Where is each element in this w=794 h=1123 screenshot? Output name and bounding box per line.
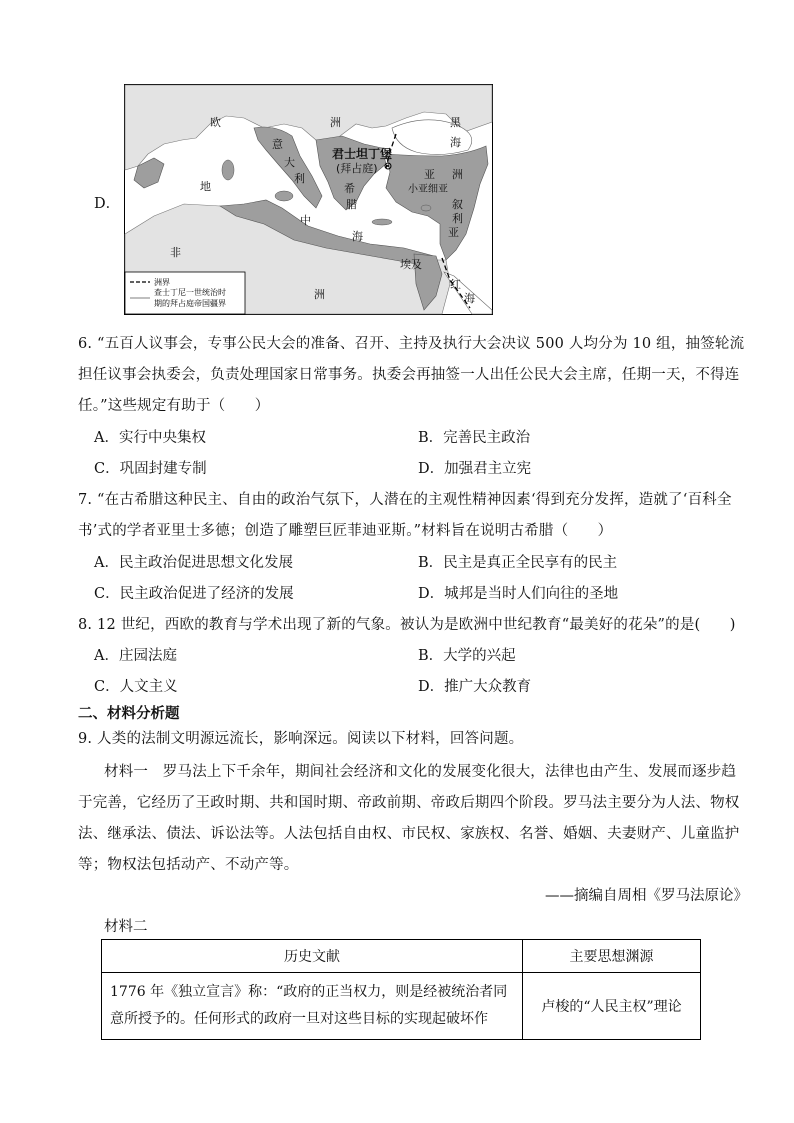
q9-material1-source: ——摘编自周相《罗马法原论》: [545, 888, 748, 904]
q7-option-a[interactable]: A．民主政治促进思想文化发展: [94, 555, 293, 571]
legend-continent-border: 洲界: [154, 278, 170, 287]
q6-option-b[interactable]: B．完善民主政治: [418, 430, 531, 446]
map-label-constantinople: 君士坦丁堡: [332, 147, 393, 161]
table-row: [102, 973, 701, 1040]
table-cell-document: [102, 973, 523, 1040]
q9-intro: 9. 人类的法制文明源远流长，影响深远。阅读以下材料，回答问题。: [78, 731, 524, 747]
map-legend: [125, 272, 245, 314]
table-cell-document-line2: 意所授予的。任何形式的政府一旦对这些目标的实现起破坏作: [110, 1011, 488, 1027]
map-label-greece-xi: 希: [344, 182, 355, 195]
q6-stem-line1: 6. “五百人议事会，专事公民大会的准备、召开、主持及执行大会决议 500 人均分为 10 组，抽签轮流: [78, 336, 745, 352]
material2-table: [101, 939, 701, 1040]
q9-material1-line2: 于完善，它经历了王政时期、共和国时期、帝政前期、帝政后期四个阶段。罗马法主要分为人法、物权: [78, 795, 740, 811]
sicily: [275, 191, 293, 201]
map-label-black-hei: 黑: [450, 116, 461, 129]
q9-material2-title: 材料二: [104, 919, 148, 935]
map-label-egypt: 埃及: [400, 258, 422, 271]
map-label-syria-ya: 亚: [448, 226, 459, 239]
q7-option-d[interactable]: D．城邦是当时人们向往的圣地: [418, 586, 619, 602]
map-label-syria-xu: 叙: [452, 198, 463, 211]
q9-material1-line4: 等；物权法包括动产、不动产等。: [78, 857, 299, 873]
map-label-asia-ya: 亚: [424, 168, 435, 181]
q8-option-c[interactable]: C．人文主义: [94, 679, 178, 695]
q9-material1-line1: 材料一 罗马法上下千余年，期间社会经济和文化的发展变化很大，法律也由产生、发展而逐步趋: [104, 764, 737, 780]
map-label-red-hai: 海: [464, 292, 475, 305]
map-label-asia-zhou: 洲: [452, 168, 463, 181]
q7-stem-line2: 书’式的学者亚里士多德；创造了雕塑巨匠菲迪亚斯。”材料旨在说明古希腊（ ）: [78, 523, 613, 539]
q7-option-c[interactable]: C．民主政治促进了经济的发展: [94, 586, 294, 602]
map-label-europe-ou: 欧: [210, 116, 221, 129]
cyprus: [421, 205, 431, 211]
q6-option-c[interactable]: C．巩固封建专制: [94, 461, 207, 477]
map-label-byzantium: (拜占庭): [336, 162, 378, 175]
q6-option-a[interactable]: A．实行中央集权: [94, 430, 206, 446]
map-label-greece-la: 腊: [346, 198, 357, 211]
table-header-document: 历史文献: [102, 940, 523, 973]
q5-option-d-label: D．: [94, 196, 121, 212]
q6-option-d[interactable]: D．加强君主立宪: [418, 461, 532, 477]
map-label-med-hai: 海: [352, 230, 363, 243]
q8-option-a[interactable]: A．庄园法庭: [94, 648, 177, 664]
q8-stem-line1: 8. 12 世纪，西欧的教育与学术出现了新的气象。被认为是欧洲中世纪教育“最美好的花朵”的是( ): [78, 617, 736, 633]
q6-stem-line3: 任。”这些规定有助于（ ）: [78, 398, 270, 414]
sardinia: [222, 160, 234, 180]
legend-empire-line2: 期的拜占庭帝国疆界: [154, 299, 226, 308]
table-header-source: 主要思想渊源: [523, 940, 701, 973]
map-label-italy-yi: 意: [272, 138, 283, 151]
map-label-italy-da: 大: [284, 156, 295, 169]
table-cell-source: 卢梭的“人民主权”理论: [523, 973, 701, 1040]
section-title: 二、材料分析题: [78, 706, 180, 722]
map-label-africa-zhou: 洲: [314, 288, 325, 301]
q8-option-b[interactable]: B．大学的兴起: [418, 648, 516, 664]
legend-empire-line1: 查士丁尼一世统治时: [154, 288, 226, 297]
map-label-red-hong: 红: [450, 278, 461, 291]
q6-stem-line2: 担任议事会执委会，负责处理国家日常事务。执委会再抽签一人出任公民大会主席，任期一天，不得连: [78, 367, 740, 383]
q8-option-d[interactable]: D．推广大众教育: [418, 679, 532, 695]
map-label-africa-fei: 非: [170, 246, 181, 259]
q9-material1-line3: 法、继承法、债法、诉讼法等。人法包括自由权、市民权、家族权、名誉、婚姻、夫妻财产、儿童监护: [78, 826, 740, 842]
q7-option-b[interactable]: B．民主是真正全民享有的民主: [418, 555, 618, 571]
map-label-europe-zhou: 洲: [330, 116, 341, 129]
map-label-med-di: 地: [200, 180, 211, 193]
byzantine-empire-map: [124, 84, 493, 315]
map-label-med-zhong: 中: [300, 214, 311, 227]
crete: [372, 219, 392, 225]
map-label-asia-minor: 小亚细亚: [408, 184, 448, 195]
table-cell-document-line1: 1776 年《独立宣言》称：“政府的正当权力，则是经被统治者同: [110, 984, 508, 1000]
map-label-black-hai: 海: [450, 136, 461, 149]
q7-stem-line1: 7. “在古希腊这种民主、自由的政治气氛下，人潜在的主观性精神因素‘得到充分发挥，造就了‘百科全: [78, 492, 732, 508]
map-label-syria-li: 利: [452, 212, 463, 225]
map-label-italy-li: 利: [294, 172, 305, 185]
